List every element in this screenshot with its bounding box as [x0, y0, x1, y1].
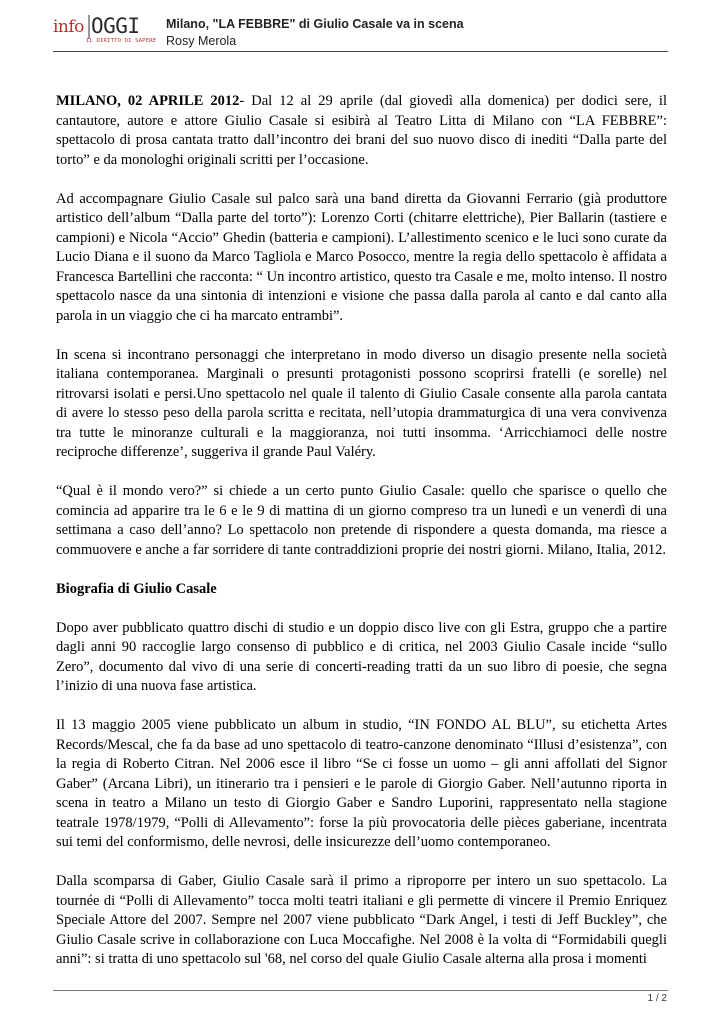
infooggi-logo[interactable]	[53, 15, 159, 45]
logo-divider	[88, 15, 90, 39]
article-body	[56, 92, 667, 989]
footer-divider	[53, 990, 668, 991]
header-author: Rosy Merola	[166, 34, 237, 48]
bio-heading: Biografia di Giulio Casale	[56, 580, 217, 597]
header-title: Milano, "LA FEBBRE" di Giulio Casale va in scena	[166, 17, 464, 31]
paragraph-world: “Qual è il mondo vero?” si chiede a un certo punto Giulio Casale: quello che sparisce o quello che comincia ad apparire tra le 6 e le 9 di mattina di un giorno compreso tra un lunedì e un venerdì di una settimana a caso dell’anno? Lo spettacolo non pretende di rispondere a questa domanda, ma riesce a commuovere e anche a far sorridere di tante contraddizioni proprie dei nostri giorni. Milano, Italia, 2012.	[56, 483, 667, 558]
logo-info-text: info	[53, 17, 84, 37]
paragraph-band: Ad accompagnare Giulio Casale sul palco sarà una band diretta da Giovanni Ferrario (già produttore artistico dell’album “Dalla parte del torto”): Lorenzo Corti (chitarre elettriche), Pier Ballarin (tastiere e campioni) e Nicola “Accio” Ghedin (batteria e campioni). L’allestimento scenico e le luci sono curate da Lucio Diana e il suono da Marco Tagliola e Marco Posocco, mentre la regia dello spettacolo è affidata a Francesca Bartellini che racconta: “ Un incontro artistico, questo tra Casale e me, molto intenso. Il nostro spettacolo nasce da una sintonia di intenzioni e visione che passa dalla parola al canto e dal canto alla parola in un viaggio che ci ha marcato entrambi”.	[56, 190, 667, 324]
logo-oggi-text: OGGI	[91, 14, 140, 38]
paragraph-bio-2: Il 13 maggio 2005 viene pubblicato un album in studio, “IN FONDO AL BLU”, su etichetta Artes Records/Mescal, che fa da base ad uno spettacolo di teatro-canzone denominato “Illusi d’esistenza”, con la regia di Roberto Citran. Nel 2006 esce il libro “Se ci fosse un uomo – gli anni affollati del Signor Gaber” (Arcana Libri), un itinerario tra i pensieri e le parole di Giorgio Gaber. Nell’autunno riporta in scena in teatro a Milano un testo di Giorgio Gaber e Sandro Luporini, rappresentato nella stagione teatrale 1978/1979, “Polli di Allevamento”: forse la più provocatoria delle pièces gaberiane, incentrata sui temi del conformismo, delle nevrosi, delle insicurezze dell’uomo contemporaneo.	[56, 717, 667, 850]
page-header	[0, 0, 725, 54]
header-divider	[53, 51, 668, 52]
logo-tagline: IL DIRITTO DI SAPERE	[86, 38, 157, 44]
paragraph-bio-3: Dalla scomparsa di Gaber, Giulio Casale sarà il primo a riproporre per intero un suo spettacolo. La tournée di “Polli di Allevamento” tocca molti teatri italiani e gli permette di vincere il Premio Enriquez Speciale Attore del 2007. Sempre nel 2007 viene pubblicato “Dark Angel, i testi di Jeff Buckley”, che Giulio Casale scrive in collaborazione con Luca Moccafighe. Nel 2008 è la volta di “Formidabili quegli anni”: si tratta di uno spettacolo sul '68, nel corso del quale Giulio Casale alterna alla prosa i momenti	[56, 873, 667, 967]
intro-text: - Dal 12 al 29 aprile (dal giovedì alla domenica) per dodici sere, il cantautore, autore e attore Giulio Casale si esibirà al Teatro Litta di Milano con “LA FEBBRE”: spettacolo di prosa cantata tratto dall’incontro dei brani del suo nuovo disco di inediti “Dalla parte del torto” e da monologhi originali scritti per l’occasione.	[56, 93, 667, 168]
paragraph-bio-1: Dopo aver pubblicato quattro dischi di studio e un doppio disco live con gli Estra, gruppo che a partire dagli anni 90 raccoglie largo consenso di pubblico e di critica, nel 2003 Giulio Casale incide “sullo Zero”, documento dal vivo di una serie di concerti-reading tratti da un suo libro di poesie, che segna l’inizio di una nuova fase artistica.	[56, 619, 667, 694]
page-number: 1 / 2	[647, 993, 667, 1004]
paragraph-intro	[56, 92, 667, 170]
paragraph-scene: In scena si incontrano personaggi che interpretano in modo diverso un disagio presente nella società italiana contemporanea. Marginali o presunti protagonisti possono scoprirsi fratelli (e sorelle) nel ritrovarsi isolati e persi.Uno spettacolo nel quale il talento di Giulio Casale consente alla parola cantata di avere lo stesso peso della parola scritta e recitata, nell’utopia drammaturgica di una vera convivenza tra tutte le minoranze culturali e la maggioranza, noi tutti insomma. ‘Arricchiamoci delle nostre reciproche differenze’, suggeriva il grande Paul Valéry.	[56, 346, 667, 460]
dateline: MILANO, 02 APRILE 2012	[56, 93, 240, 109]
